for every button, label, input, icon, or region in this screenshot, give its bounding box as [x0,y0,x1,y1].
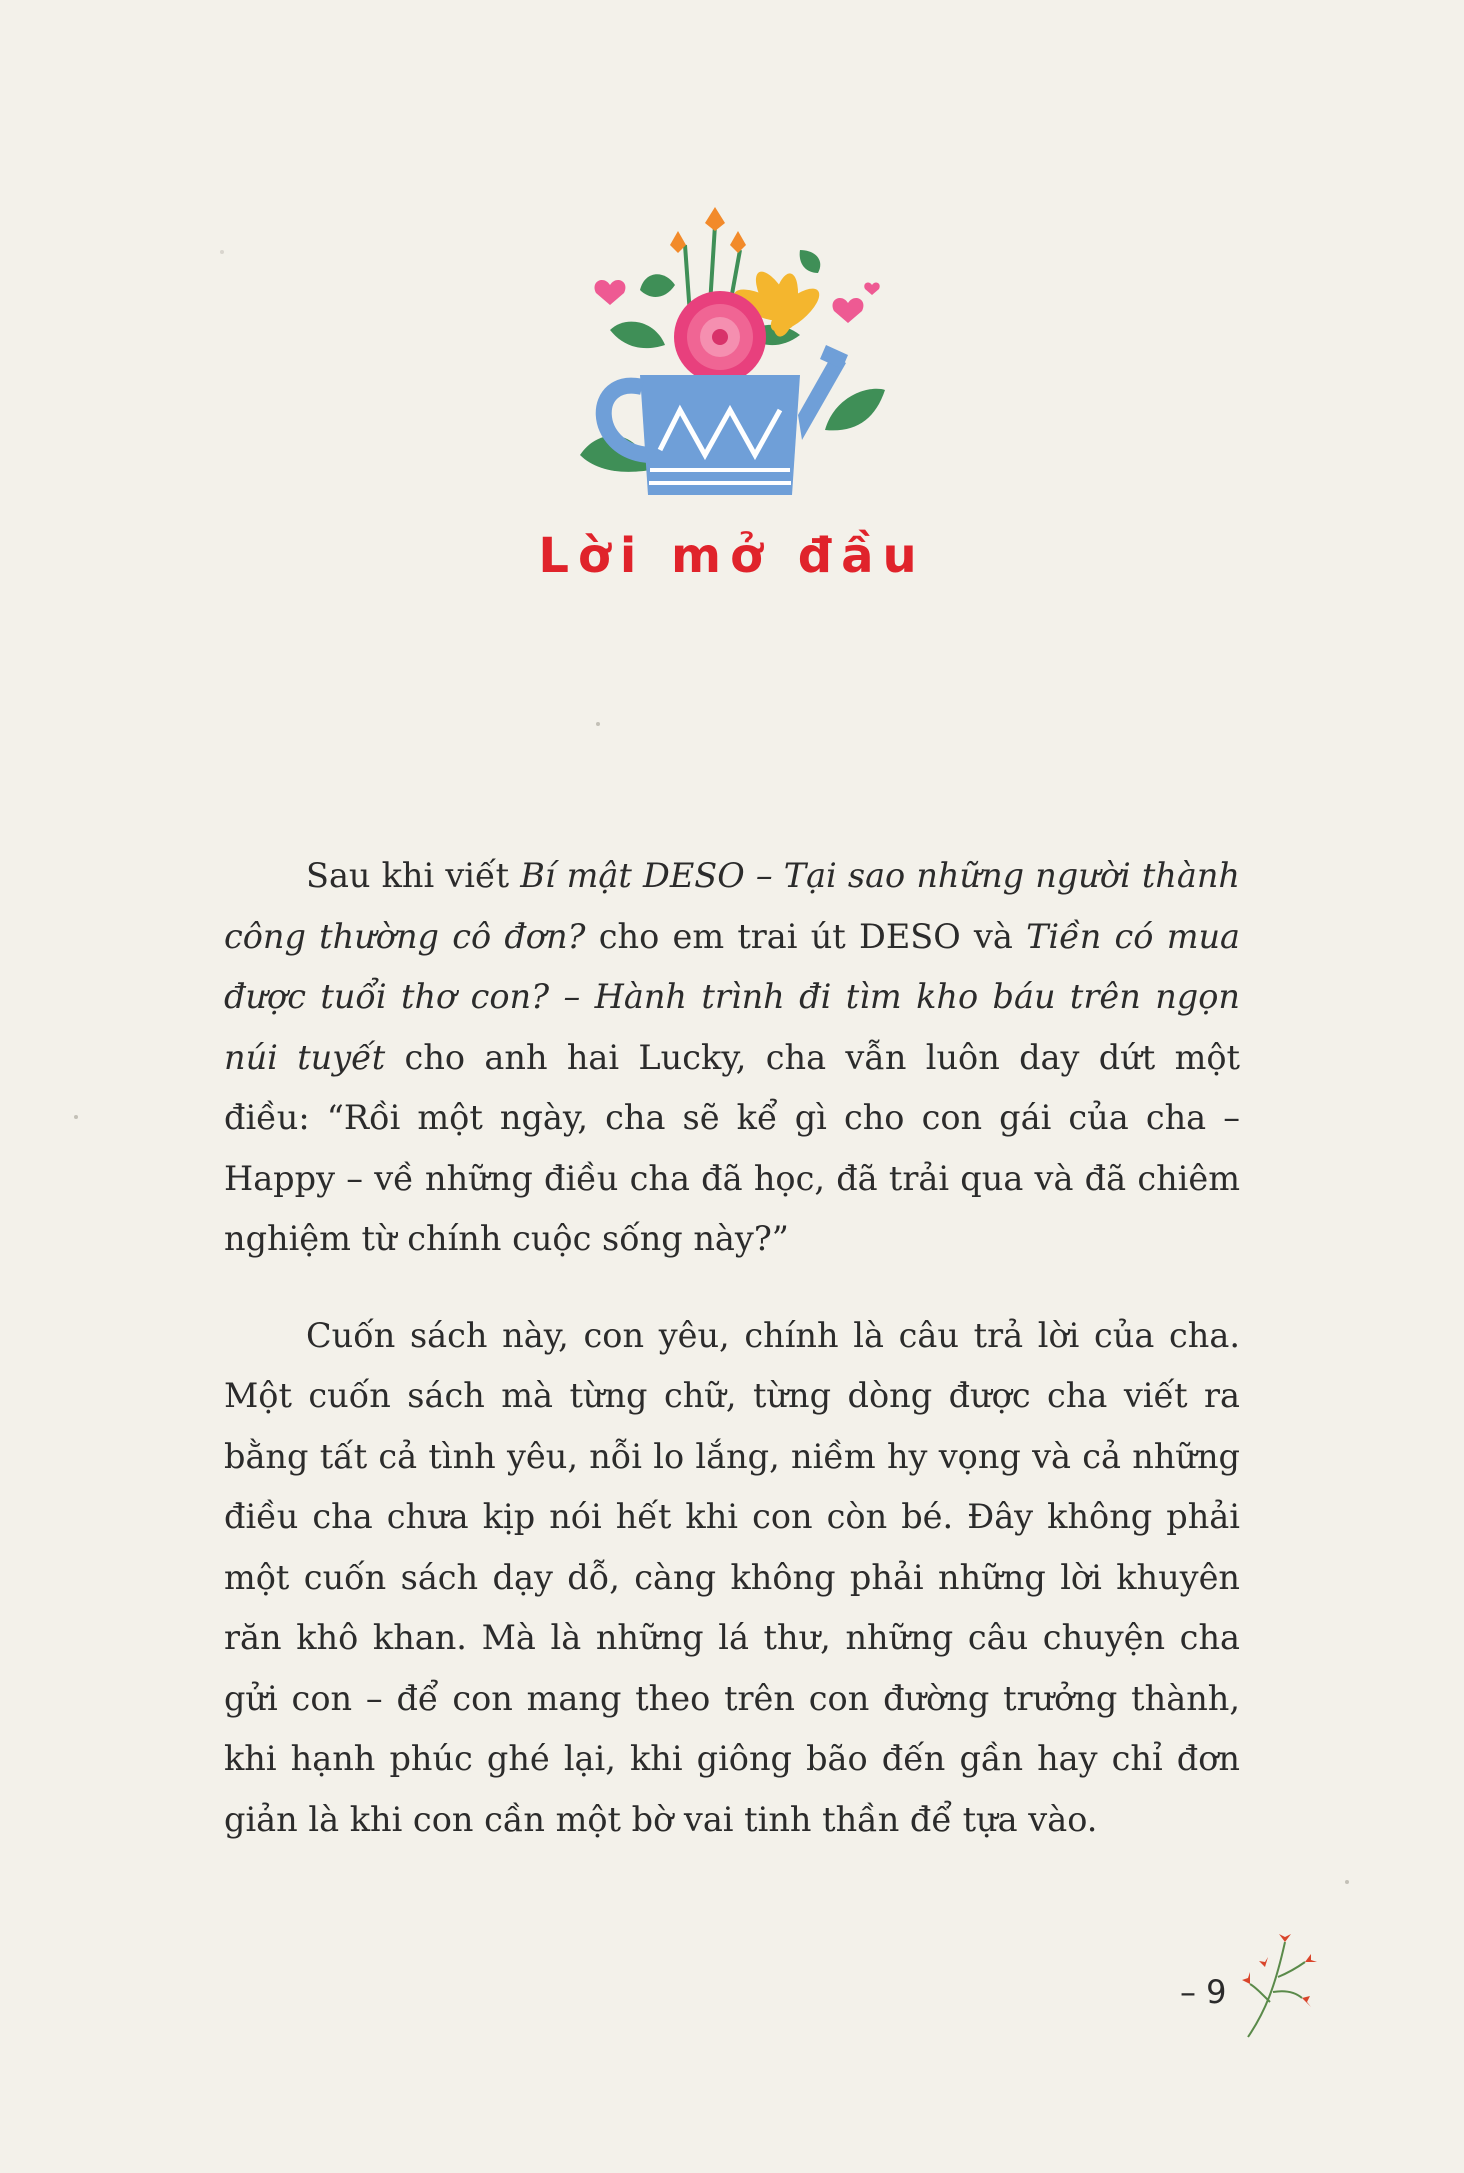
paper-speck [596,722,600,726]
page-number: – 9 [1180,1973,1227,2011]
flower-sprig-icon [1240,1932,1320,2042]
paragraph-1 [224,846,1240,1270]
book-title-deso: Bí mật DESO – Tại sao những người thành công thường cô đơn? [224,856,1241,956]
watering-can-flowers-icon [570,205,900,505]
paragraph-2: Cuốn sách này, con yêu, chính là câu trả lời của cha. Một cuốn sách mà từng chữ, từng dòng được cha viết ra bằng tất cả tình yêu, nỗi lo lắng, niềm hy vọng và cả những điều cha chưa kịp nói hết khi con còn bé. Đây không phải một cuốn sách dạy dỗ, càng không phải những lời khuyên răn khô khan. Mà là những lá thư, những câu chuyện cha gửi con – để con mang theo trên con đường trưởng thành, khi hạnh phúc ghé lại, khi giông bão đến gần hay chỉ đơn giản là khi con cần một bờ vai tinh thần để tựa vào. [224,1315,1240,1839]
book-title-tien: Tiền có mua được tuổi thơ con? – Hành trình đi tìm kho báu trên ngọn núi tuyết [224,916,1241,1077]
paragraph-1-text: Sau khi viết [306,856,521,895]
paper-speck [1345,1880,1349,1884]
paragraph-1-text: cho anh hai Lucky, cha vẫn luôn day dứt một điều: “Rồi một ngày, cha sẽ kể gì cho con gái của cha – Happy – về những điều cha đã học, đã trải qua và đã chiêm nghiệm từ chính cuộc sống này?” [224,1037,1240,1258]
paper-speck [220,250,224,254]
body-text [224,846,1240,1886]
paper-speck [74,1115,78,1119]
paragraph-1-text: cho em trai út DESO và [585,916,1027,956]
chapter-title: Lời mở đầu [538,528,926,584]
